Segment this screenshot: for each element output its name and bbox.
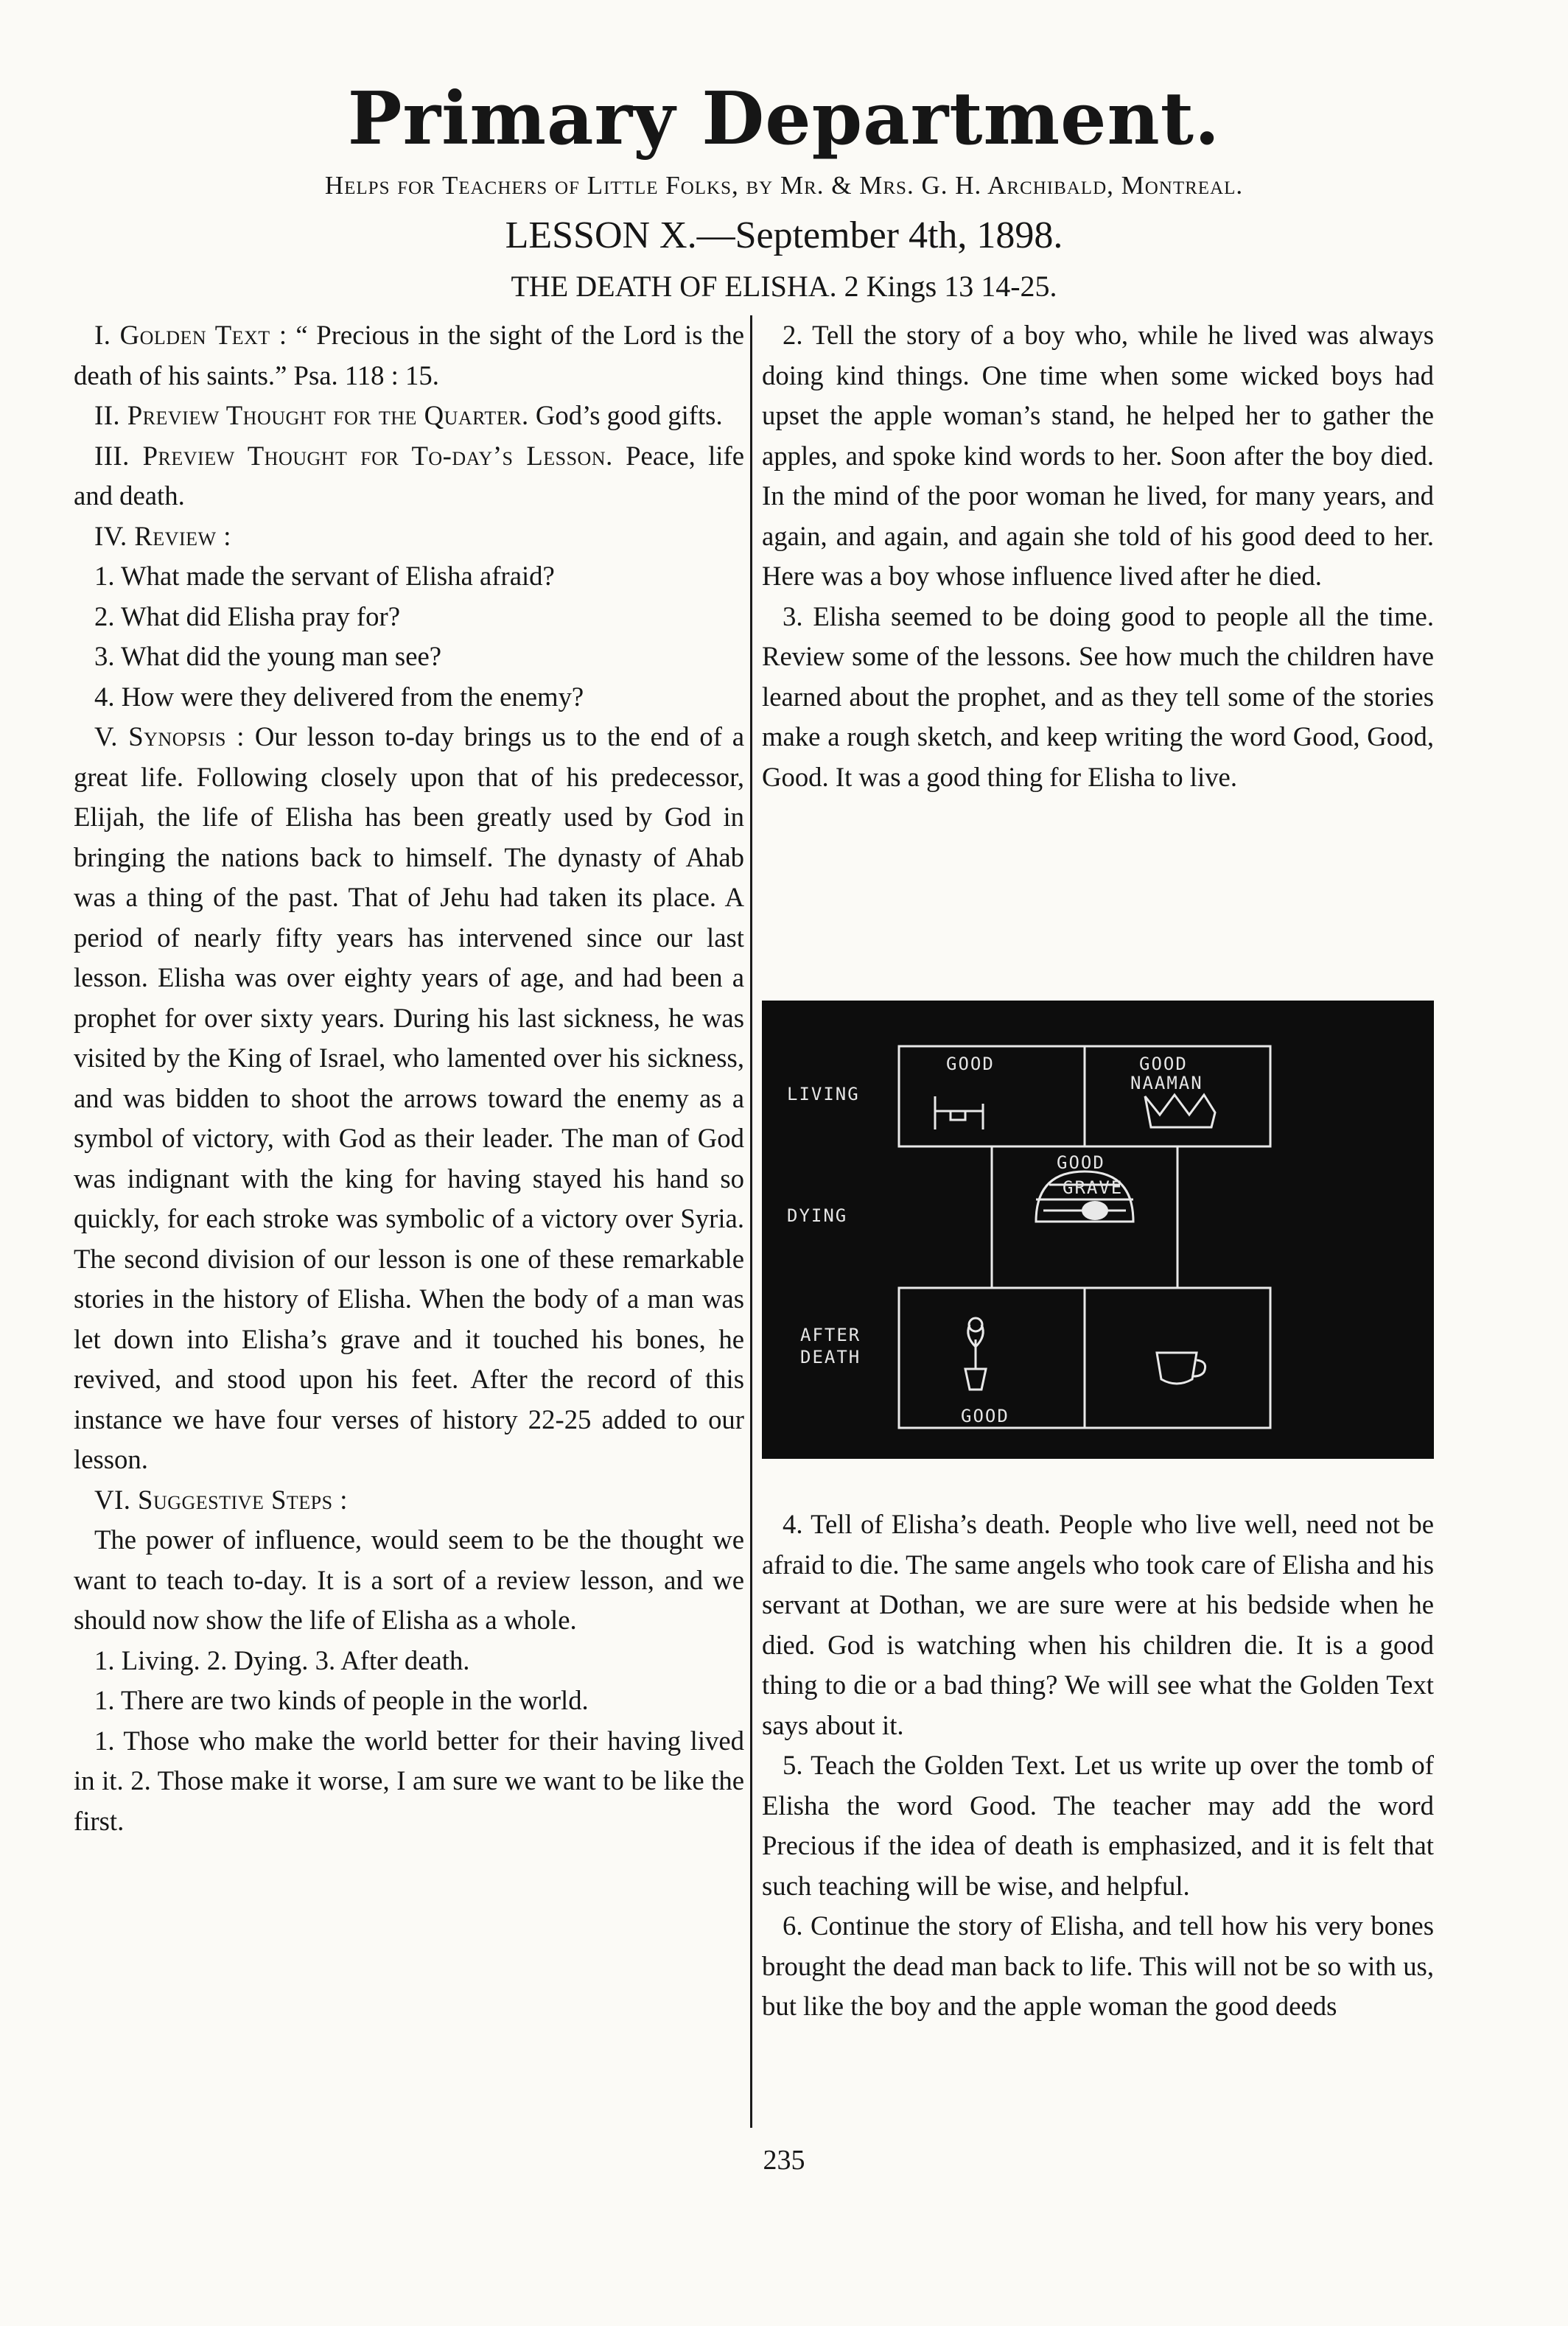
flower-pot-icon: [965, 1318, 986, 1390]
lesson-passage: THE DEATH OF ELISHA. 2 Kings 13 14-25.: [511, 270, 1057, 303]
review-item: 1. What made the servant of Elisha afraid?: [94, 561, 555, 591]
label-dying: DYING: [787, 1205, 848, 1226]
page-subtitle: Helps for Teachers of Little Folks, by Mr. & Mrs. G. H. Archibald, Montreal.: [324, 171, 1244, 200]
cup-icon: [1157, 1353, 1205, 1384]
column-divider: [750, 315, 752, 2128]
right-column-top: [762, 315, 1434, 797]
label-good-bottom: GOOD: [961, 1406, 1009, 1426]
review-label: IV. Review :: [94, 520, 231, 551]
bed-icon: [935, 1096, 983, 1129]
steps-divisions: 1. Living. 2. Dying. 3. After death.: [94, 1644, 470, 1675]
synopsis-text: Our lesson to-day brings us to the end of a great life. Following closely upon that of his predecessor, Elijah, the life of Elisha has been greatly used by God in bringing the nations back to himself. The dynasty of Ahab was a thing of the past. That of Jehu had taken its place. A period of nearly fifty years has intervened since our last lesson. Elisha was over eighty years of age, and had been a prophet for over sixty years. During his last sickness, he was visited by the King of Israel, who lamented over his sickness, and was bidden to shoot the arrows toward the enemy as a symbol of victory, with God as their leader. The man of God was indignant with the king for having stayed his hand so quickly, for each stroke was symbolic of a victory over Syria. The second division of our lesson is one of these remarkable stories in the history of Elisha. When the body of a man was let down into Elisha’s grave and it touched his bones, he revived, and stood upon his feet. After the record of this instance we have four verses of history 22-25 added to our lesson.: [74, 721, 745, 1474]
chalkboard-illustration: [762, 1001, 1434, 1459]
steps-label: VI. Suggestive Steps :: [94, 1484, 348, 1515]
preview-lesson-paragraph: [74, 436, 744, 516]
preview-lesson-label: III. Preview Thought for To-day’s Lesson.: [94, 440, 613, 471]
preview-lesson-text: Peace, life and death.: [74, 440, 744, 511]
crown-icon: [1145, 1095, 1215, 1127]
label-good-middle: GOOD: [1057, 1152, 1105, 1173]
review-item: 2. What did Elisha pray for?: [94, 600, 400, 631]
step-1-detail: 1. Those who make the world better for their having lived in it. 2. Those make it worse, I am sure we want to be like the first.: [74, 1725, 744, 1836]
step-4: 4. Tell of Elisha’s death. People who live well, need not be afraid to die. The same angels who took care of Elisha and his servant at Dothan, we are sure were at his bedside when he died. God is watching when his children die. It is a good thing to die or a bad thing? We will see what the Golden Text says about it.: [762, 1509, 1434, 1740]
golden-text: “ Precious in the sight of the Lord is the death of his saints.” Psa. 118 : 15.: [74, 320, 745, 390]
page-number: 235: [763, 2145, 805, 2176]
step-3: 3. Elisha seemed to be doing good to people all the time. Review some of the lessons. See how much the children have learned about the prophet, and as they tell some of the stories make a rough sketch, and keep writing the word Good, Good, Good. It was a good thing for Elisha to live.: [762, 600, 1434, 792]
review-item: 3. What did the young man see?: [94, 641, 442, 671]
synopsis-paragraph: [74, 717, 744, 1480]
label-naaman: NAAMAN: [1130, 1073, 1203, 1093]
label-living: LIVING: [787, 1084, 860, 1104]
label-good-top-left: GOOD: [946, 1054, 995, 1074]
preview-quarter-label: II. Preview Thought for the Quarter.: [94, 400, 529, 430]
step-1: 1. There are two kinds of people in the world.: [94, 1685, 589, 1715]
page-title: Primary Department.: [347, 77, 1221, 161]
label-good-top-right: GOOD: [1139, 1054, 1188, 1074]
step-5: 5. Teach the Golden Text. Let us write up over the tomb of Elisha the word Good. The teacher may add the word Precious if the idea of death is emphasized, and it is felt that such teaching will be wise, and helpful.: [762, 1750, 1434, 1901]
label-death: DEATH: [800, 1347, 861, 1367]
label-after: AFTER: [800, 1325, 861, 1345]
step-6: 6. Continue the story of Elisha, and tell how his very bones brought the dead man back to life. This will not be so with us, but like the boy and the apple woman the good deeds: [762, 1910, 1434, 2021]
after-death-box-right: [1085, 1288, 1270, 1428]
synopsis-label: V. Synopsis :: [94, 721, 245, 752]
golden-text-paragraph: [74, 315, 744, 396]
preview-quarter-text: God’s good gifts.: [535, 400, 723, 430]
preview-quarter-paragraph: [74, 396, 744, 436]
golden-text-label: I. Golden Text :: [94, 320, 287, 350]
right-column-bottom: [762, 1504, 1434, 2027]
label-grave: GRAVE: [1063, 1177, 1124, 1198]
left-column: [74, 315, 744, 1841]
steps-intro: The power of influence, would seem to be the thought we want to teach to-day. It is a sort of a review lesson, and we should now show the life of Elisha as a whole.: [74, 1524, 744, 1635]
lesson-heading: LESSON X.—September 4th, 1898.: [505, 214, 1063, 256]
step-2: 2. Tell the story of a boy who, while he lived was always doing kind things. One time when some wicked boys had upset the apple woman’s stand, he helped her to gather the apples, and spoke kind words to her. Soon after the boy died. In the mind of the poor woman he lived, for many years, and again, and again, and again she told of his good deed to her. Here was a boy whose influence lived after he died.: [762, 320, 1434, 591]
review-item: 4. How were they delivered from the enemy?: [94, 681, 584, 712]
chalkboard-drawing: [762, 1001, 1434, 1459]
